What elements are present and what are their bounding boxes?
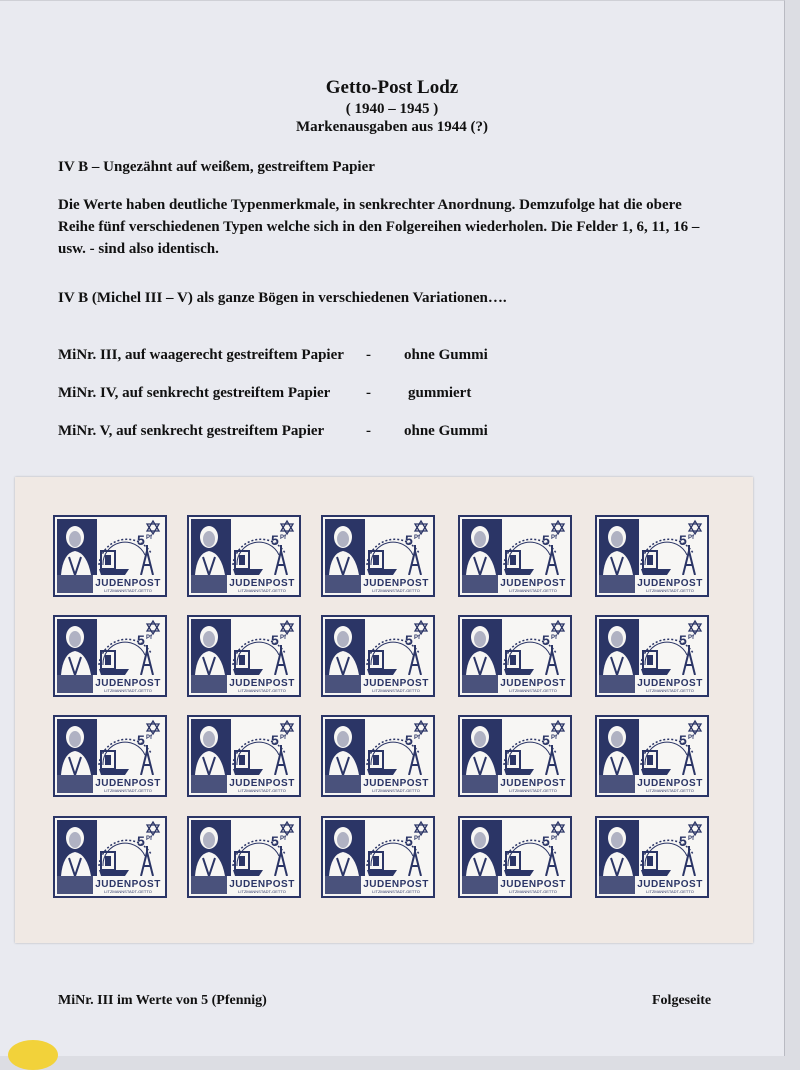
stamp-value: 5 (271, 732, 279, 748)
factory-scene-icon (233, 639, 287, 675)
stamp-subtitle: LITZMANNSTADT-GETTO (646, 588, 694, 593)
stamp-value-unit: Pf (414, 535, 420, 541)
factory-scene-icon (99, 840, 153, 876)
portrait-icon (462, 519, 502, 575)
stamp (595, 816, 709, 898)
stamp-value-unit: Pf (146, 735, 152, 741)
stamp (595, 615, 709, 697)
stamp-name: JUDENPOST (637, 778, 703, 789)
stamp-value-unit: Pf (280, 836, 286, 842)
variant-gum: gummiert (408, 385, 472, 401)
stamp-design (460, 517, 570, 595)
portrait-icon (191, 820, 231, 876)
stamp-value: 5 (679, 732, 687, 748)
stamp (53, 515, 167, 597)
stamp (595, 715, 709, 797)
page-title: Getto-Post Lodz (325, 77, 459, 98)
portrait-icon (462, 619, 502, 675)
variant-dash: - (366, 385, 371, 401)
stamp-value-unit: Pf (146, 836, 152, 842)
stamp-value: 5 (405, 732, 413, 748)
stamp-design (189, 818, 299, 896)
stamp-name: JUDENPOST (363, 879, 429, 890)
stamp-design (597, 617, 707, 695)
factory-scene-icon (367, 739, 421, 775)
stamp-value-unit: Pf (688, 735, 694, 741)
factory-scene-icon (504, 539, 558, 575)
stamp-subtitle: LITZMANNSTADT-GETTO (104, 688, 152, 693)
star-of-david-icon (147, 822, 159, 835)
portrait-icon (462, 820, 502, 876)
star-of-david-icon (552, 822, 564, 835)
portrait-icon (599, 820, 639, 876)
stamp-value: 5 (137, 632, 145, 648)
stamp-name: JUDENPOST (95, 879, 161, 890)
star-of-david-icon (147, 521, 159, 534)
star-of-david-icon (552, 521, 564, 534)
stamp-design (189, 517, 299, 595)
page-subtitle: Markenausgaben aus 1944 (?) (295, 119, 489, 135)
stamp-subtitle: LITZMANNSTADT-GETTO (104, 588, 152, 593)
stamp (187, 615, 301, 697)
stamp-name: JUDENPOST (95, 778, 161, 789)
stamp (321, 615, 435, 697)
stamp (187, 816, 301, 898)
stamp-subtitle: LITZMANNSTADT-GETTO (104, 889, 152, 894)
stamp-design (323, 717, 433, 795)
stamp-subtitle: LITZMANNSTADT-GETTO (646, 688, 694, 693)
portrait-icon (325, 820, 365, 876)
portrait-icon (191, 619, 231, 675)
stamp-value: 5 (405, 532, 413, 548)
stamp-subtitle: LITZMANNSTADT-GETTO (372, 788, 420, 793)
factory-scene-icon (504, 739, 558, 775)
variant-label: MiNr. III, auf waagerecht gestreiftem Papier (58, 347, 344, 363)
stamp-name: JUDENPOST (500, 879, 566, 890)
portrait-icon (325, 519, 365, 575)
portrait-icon (599, 519, 639, 575)
stamp (53, 816, 167, 898)
stamp-sheet (15, 477, 753, 943)
stamp-design (323, 617, 433, 695)
stamp-value: 5 (542, 632, 550, 648)
stamp-name: JUDENPOST (500, 778, 566, 789)
stamp-value: 5 (137, 532, 145, 548)
stamp-subtitle: LITZMANNSTADT-GETTO (646, 889, 694, 894)
stamp-value-unit: Pf (280, 635, 286, 641)
stamp-name: JUDENPOST (637, 678, 703, 689)
stamp-subtitle: LITZMANNSTADT-GETTO (372, 688, 420, 693)
stamp-design (597, 818, 707, 896)
stamp-name: JUDENPOST (95, 578, 161, 589)
factory-scene-icon (233, 539, 287, 575)
star-of-david-icon (689, 621, 701, 634)
factory-scene-icon (367, 539, 421, 575)
stamp-name: JUDENPOST (363, 578, 429, 589)
portrait-icon (599, 719, 639, 775)
stamp-name: JUDENPOST (95, 678, 161, 689)
stamp-name: JUDENPOST (500, 578, 566, 589)
stamp-name: JUDENPOST (229, 578, 295, 589)
star-of-david-icon (281, 721, 293, 734)
stamp-value-unit: Pf (414, 735, 420, 741)
star-of-david-icon (552, 621, 564, 634)
stamp-value-unit: Pf (146, 535, 152, 541)
variant-line-iii (58, 347, 518, 367)
factory-scene-icon (99, 639, 153, 675)
stamp-name: JUDENPOST (363, 678, 429, 689)
sheets-line: IV B (Michel III – V) als ganze Bögen in verschiedenen Variationen…. (58, 290, 507, 306)
stamp-name: JUDENPOST (229, 879, 295, 890)
stamp-value: 5 (405, 632, 413, 648)
stamp-design (460, 717, 570, 795)
portrait-icon (191, 519, 231, 575)
stamp-subtitle: LITZMANNSTADT-GETTO (238, 889, 286, 894)
variant-label: MiNr. V, auf senkrecht gestreiftem Papier (58, 423, 325, 439)
stamp-subtitle: LITZMANNSTADT-GETTO (104, 788, 152, 793)
star-of-david-icon (552, 721, 564, 734)
footer-caption: MiNr. III im Werte von 5 (Pfennig) (58, 993, 267, 1008)
star-of-david-icon (689, 521, 701, 534)
stamp-value: 5 (542, 833, 550, 849)
factory-scene-icon (367, 840, 421, 876)
stamp-value: 5 (271, 833, 279, 849)
stamp (458, 715, 572, 797)
factory-scene-icon (641, 739, 695, 775)
factory-scene-icon (99, 739, 153, 775)
stamp (321, 715, 435, 797)
stamp-design (55, 617, 165, 695)
portrait-icon (325, 719, 365, 775)
stamp-design (55, 517, 165, 595)
stamp-design (55, 818, 165, 896)
variant-dash: - (366, 347, 371, 363)
stamp-value: 5 (679, 833, 687, 849)
star-of-david-icon (415, 822, 427, 835)
stamp-value-unit: Pf (551, 836, 557, 842)
portrait-icon (57, 820, 97, 876)
stamp (321, 816, 435, 898)
stamp-subtitle: LITZMANNSTADT-GETTO (509, 688, 557, 693)
stamp-subtitle: LITZMANNSTADT-GETTO (646, 788, 694, 793)
stamp-value: 5 (542, 732, 550, 748)
stamp-subtitle: LITZMANNSTADT-GETTO (509, 588, 557, 593)
stamp (458, 816, 572, 898)
factory-scene-icon (504, 840, 558, 876)
stamp-design (189, 617, 299, 695)
star-of-david-icon (281, 621, 293, 634)
star-of-david-icon (689, 822, 701, 835)
stamp-design (460, 818, 570, 896)
stamp-value: 5 (271, 532, 279, 548)
stamp-subtitle: LITZMANNSTADT-GETTO (372, 588, 420, 593)
stamp-value-unit: Pf (688, 836, 694, 842)
stamp-value: 5 (679, 632, 687, 648)
factory-scene-icon (641, 840, 695, 876)
stamp-subtitle: LITZMANNSTADT-GETTO (238, 588, 286, 593)
stamp-name: JUDENPOST (229, 678, 295, 689)
portrait-icon (325, 619, 365, 675)
stamp-subtitle: LITZMANNSTADT-GETTO (372, 889, 420, 894)
star-of-david-icon (415, 621, 427, 634)
stamp-value-unit: Pf (688, 535, 694, 541)
stamp-value: 5 (542, 532, 550, 548)
next-page-link[interactable]: Folgeseite (652, 993, 712, 1008)
stamp-value-unit: Pf (551, 535, 557, 541)
variant-label: MiNr. IV, auf senkrecht gestreiftem Papier (58, 385, 331, 401)
stamp-value-unit: Pf (688, 635, 694, 641)
stamp-name: JUDENPOST (637, 578, 703, 589)
portrait-icon (57, 719, 97, 775)
stamp (458, 515, 572, 597)
stamp (458, 615, 572, 697)
factory-scene-icon (233, 739, 287, 775)
portrait-icon (191, 719, 231, 775)
factory-scene-icon (641, 539, 695, 575)
stamp-name: JUDENPOST (500, 678, 566, 689)
star-of-david-icon (281, 822, 293, 835)
stamp (187, 715, 301, 797)
stamp-design (597, 517, 707, 595)
star-of-david-icon (147, 621, 159, 634)
variant-line-iv (58, 385, 518, 405)
stamp (53, 715, 167, 797)
star-of-david-icon (415, 721, 427, 734)
stamp-value: 5 (137, 732, 145, 748)
stamp-value: 5 (679, 532, 687, 548)
stamp-value: 5 (405, 833, 413, 849)
stamp-design (323, 818, 433, 896)
stamp-value-unit: Pf (414, 635, 420, 641)
portrait-icon (57, 519, 97, 575)
stamp-design (597, 717, 707, 795)
section-title: IV B – Ungezähnt auf weißem, gestreiftem Papier (58, 159, 375, 175)
stamp-subtitle: LITZMANNSTADT-GETTO (238, 688, 286, 693)
page-years: ( 1940 – 1945 ) (345, 101, 439, 117)
stamp-value-unit: Pf (551, 635, 557, 641)
factory-scene-icon (641, 639, 695, 675)
factory-scene-icon (99, 539, 153, 575)
factory-scene-icon (367, 639, 421, 675)
portrait-icon (57, 619, 97, 675)
stamp-value-unit: Pf (551, 735, 557, 741)
stamp (595, 515, 709, 597)
stamp-value: 5 (271, 632, 279, 648)
star-of-david-icon (689, 721, 701, 734)
variant-dash: - (366, 423, 371, 439)
stamp-value-unit: Pf (414, 836, 420, 842)
factory-scene-icon (233, 840, 287, 876)
portrait-icon (599, 619, 639, 675)
stamp-value: 5 (137, 833, 145, 849)
stamp-subtitle: LITZMANNSTADT-GETTO (238, 788, 286, 793)
stamp-name: JUDENPOST (363, 778, 429, 789)
star-of-david-icon (281, 521, 293, 534)
variant-gum: ohne Gummi (404, 423, 488, 439)
stamp-name: JUDENPOST (637, 879, 703, 890)
stamp-subtitle: LITZMANNSTADT-GETTO (509, 788, 557, 793)
variant-gum: ohne Gummi (404, 347, 488, 363)
star-of-david-icon (147, 721, 159, 734)
stamp-subtitle: LITZMANNSTADT-GETTO (509, 889, 557, 894)
stamp-value-unit: Pf (280, 535, 286, 541)
portrait-icon (462, 719, 502, 775)
stamp (187, 515, 301, 597)
description-paragraph: Die Werte haben deutliche Typenmerkmale, in senkrechter Anordnung. Demzufolge hat die obere Reihe fünf verschiedenen Typen welche sich in den Folgereihen wiederholen. Die Felder 1, 6, 11, 16 – usw. - sind also identisch. (58, 197, 700, 257)
corner-marker (8, 1040, 58, 1070)
variant-line-v (58, 423, 518, 443)
stamp-design (460, 617, 570, 695)
stamp-value-unit: Pf (280, 735, 286, 741)
star-of-david-icon (415, 521, 427, 534)
stamp-design (189, 717, 299, 795)
stamp-name: JUDENPOST (229, 778, 295, 789)
stamp (321, 515, 435, 597)
stamp-design (323, 517, 433, 595)
factory-scene-icon (504, 639, 558, 675)
stamp (53, 615, 167, 697)
stamp-design (55, 717, 165, 795)
stamp-value-unit: Pf (146, 635, 152, 641)
